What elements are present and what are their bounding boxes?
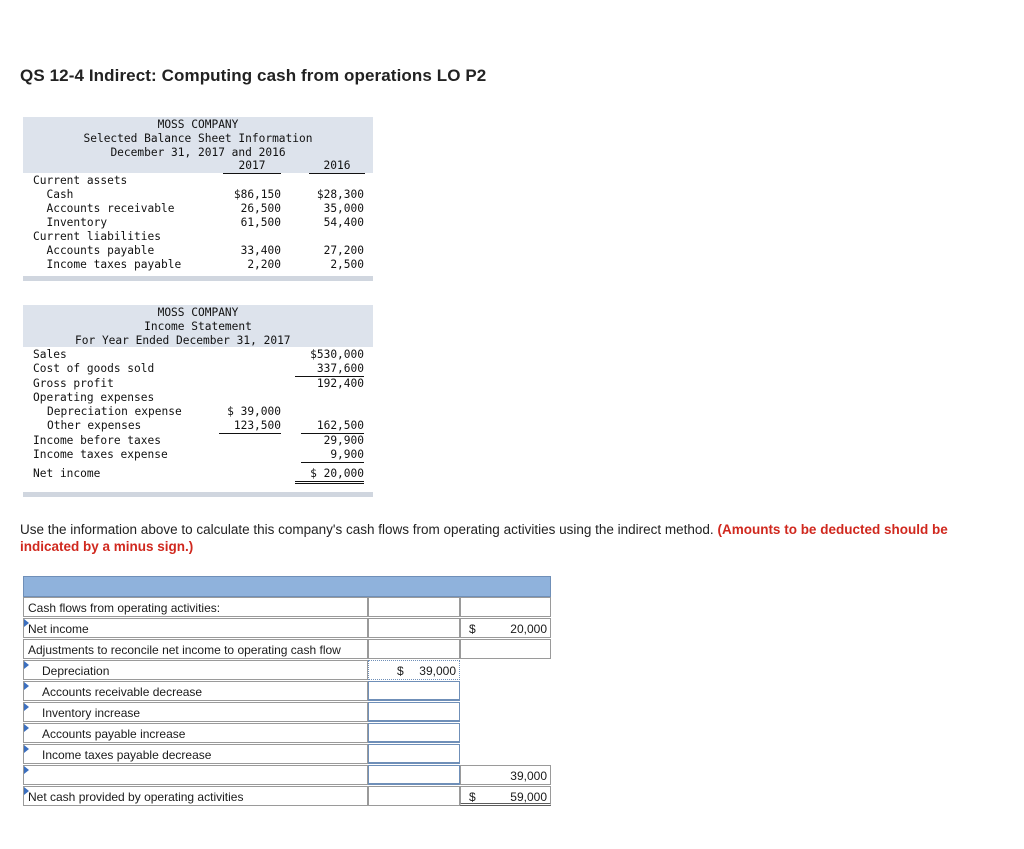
cf-depreciation-label[interactable] [23,660,368,680]
bs-row-label: Current assets [33,174,128,187]
cf-net-income-label[interactable] [23,618,368,638]
cf-net-income-input[interactable] [460,618,551,638]
bs-row-label: Income taxes payable [33,258,182,271]
cf-row-label: Income taxes payable decrease [42,748,212,762]
bs-row-label: Inventory [33,216,108,229]
is-label: Income before taxes [33,434,161,447]
cf-row-label: Cash flows from operating activities: [23,597,368,617]
dollar-sign: $ [397,664,404,678]
cf-row-label: Accounts payable increase [42,727,186,741]
bs-value: 33,400 [240,244,281,257]
is-subtitle: Income Statement [144,320,252,333]
is-label: Other expenses [47,419,142,432]
dropdown-marker-icon [24,682,29,690]
is-value: 123,500 [219,419,281,434]
bs-company: MOSS COMPANY [157,118,239,131]
bs-row-label: Cash [33,188,74,201]
cf-empty-cell [460,681,551,701]
income-statement-body [23,347,373,491]
cf-value: 20,000 [510,622,547,636]
cf-inventory-input[interactable] [368,702,460,722]
bs-row-label: Accounts receivable [33,202,175,215]
cf-empty-cell [460,723,551,743]
bs-value: 26,500 [240,202,281,215]
cf-empty-cell [368,618,460,638]
bs-value: 27,200 [323,244,364,257]
is-value: $530,000 [310,348,364,361]
is-period: For Year Ended December 31, 2017 [75,334,291,347]
cf-total-adjustments-input[interactable] [368,765,460,785]
is-bottom-bar [23,492,373,497]
cf-value: 39,000 [419,664,456,678]
cf-empty-cell [460,744,551,764]
is-label: Operating expenses [33,391,155,404]
cf-empty-cell [460,597,551,617]
instructions [20,521,1000,555]
dropdown-marker-icon [24,703,29,711]
cf-ap-input[interactable] [368,723,460,743]
dollar-sign: $ [469,622,476,636]
is-value: 29,900 [323,434,364,447]
cf-empty-cell [460,639,551,659]
is-value: 9,900 [301,448,364,463]
bs-subtitle: Selected Balance Sheet Information [83,132,313,145]
is-label: Gross profit [33,377,114,390]
dropdown-marker-icon [24,787,29,795]
cf-empty-cell [368,786,460,806]
dollar-sign: $ [469,790,476,804]
dropdown-marker-icon [24,766,29,774]
cf-ap-label[interactable] [23,723,368,743]
instructions-note: (Amounts to be deducted should be indicated by a minus sign.) [20,522,948,554]
bs-value: $28,300 [316,188,364,201]
bs-value: 2,500 [330,258,364,271]
cf-value: 39,000 [510,769,547,783]
dropdown-marker-icon [24,661,29,669]
bs-col-2017: 2017 [223,159,281,174]
cf-value: 59,000 [510,790,547,804]
bs-value: 61,500 [240,216,281,229]
cf-row-label: Net cash provided by operating activities [28,790,244,804]
cf-row-label: Inventory increase [42,706,141,720]
cf-empty-cell [460,660,551,680]
bs-value: 2,200 [247,258,281,271]
bs-value: $86,150 [233,188,281,201]
is-label: Sales [33,348,67,361]
is-value: $ 20,000 [295,467,364,484]
cf-row-label: Adjustments to reconcile net income to operating cash flow [23,639,368,659]
cf-net-cash-value[interactable] [460,786,551,806]
is-value: 337,600 [295,362,364,377]
bs-col-2016: 2016 [309,159,365,174]
cf-taxes-input[interactable] [368,744,460,764]
cf-empty-cell [460,702,551,722]
dropdown-marker-icon [24,619,29,627]
bs-value: 54,400 [323,216,364,229]
cf-total-adjustments-label[interactable] [23,765,368,785]
is-label: Depreciation expense [47,405,182,418]
is-label: Income taxes expense [33,448,168,461]
bs-value: 35,000 [323,202,364,215]
instructions-text: Use the information above to calculate this company's cash flows from operating activities using the indirect method. [20,522,714,537]
cf-taxes-label[interactable] [23,744,368,764]
bs-date: December 31, 2017 and 2016 [110,146,286,159]
dropdown-marker-icon [24,745,29,753]
bs-row-label: Current liabilities [33,230,161,243]
income-statement-header [23,305,373,347]
is-value: 192,400 [316,377,364,390]
cf-ar-label[interactable] [23,681,368,701]
cf-total-adjustments-value[interactable] [460,765,551,785]
bs-row-label: Accounts payable [33,244,155,257]
dropdown-marker-icon [24,724,29,732]
cf-net-cash-label[interactable] [23,786,368,806]
bs-bottom-bar [23,276,373,281]
cf-empty-cell [368,639,460,659]
cf-inventory-label[interactable] [23,702,368,722]
page-title: QS 12-4 Indirect: Computing cash from operations LO P2 [20,66,487,85]
is-label: Cost of goods sold [33,362,155,375]
cf-depreciation-input[interactable] [368,660,460,680]
is-company: MOSS COMPANY [157,306,239,319]
is-value: $ 39,000 [227,405,281,418]
cf-header-bar [23,576,551,597]
is-label: Net income [33,467,101,480]
cf-row-label: Depreciation [42,664,110,678]
cf-ar-input[interactable] [368,681,460,701]
is-value: 162,500 [301,419,364,434]
cf-row-label: Accounts receivable decrease [42,685,203,699]
cf-row-label: Net income [28,622,89,636]
cf-empty-cell [368,597,460,617]
balance-sheet-header [23,117,373,173]
